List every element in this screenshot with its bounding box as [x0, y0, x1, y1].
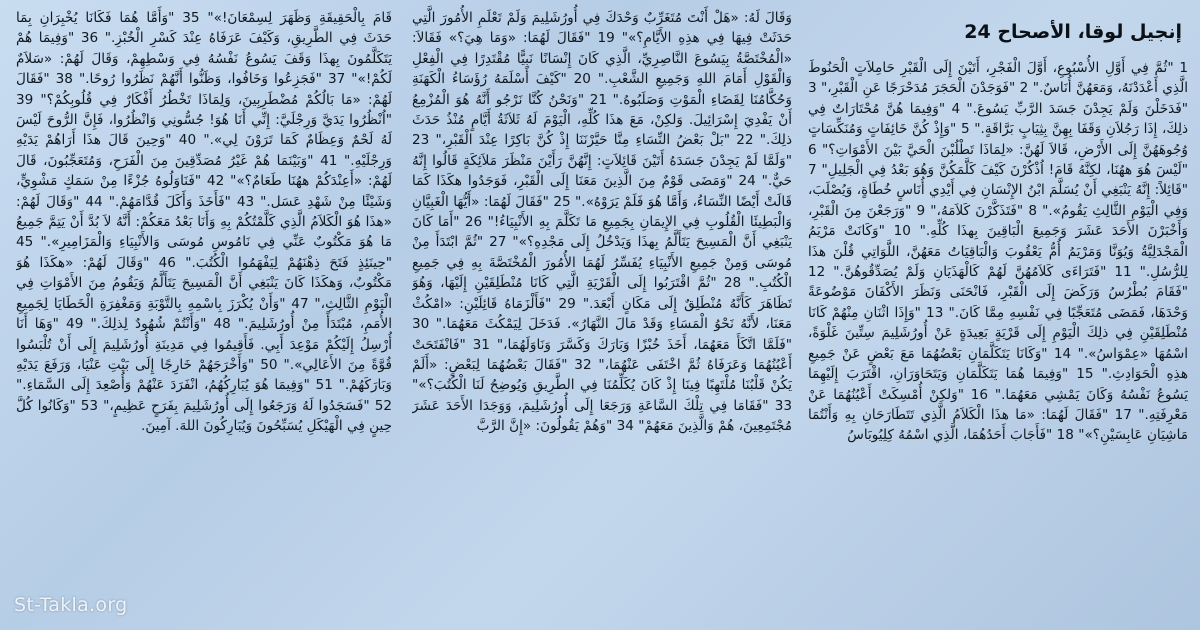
chapter-text-part-2: وَقَالَ لَهُ: «هَلْ أَنْتَ مُتَغَرِّبٌ وَحْدَكَ فِي أُورُشَلِيمَ وَلَمْ تَعْلَمِ الأُمُورَ الَّتِي حَدَثَتْ فِيهَا فِي هذِهِ الأَيَّامِ؟»" 19 "فَقَالَ لَهُمَا: «وَمَا هِيَ؟» فَقَالاَ: «الْمُخْتَصَّةُ بِيَسُوعَ النَّاصِرِيِّ، الَّذِي كَانَ إِنْسَانًا نَبِيًّا مُقْتَدِرًا فِي الْفِعْلِ وَالْقَوْلِ أَمَامَ اللهِ وَجَمِيعِ الشَّعْبِ." 20 "كَيْفَ أَسْلَمَهُ رُؤَسَاءُ الْكَهَنَةِ وَحُكَّامُنَا لِقَضَاءِ الْمَوْتِ وَصَلَبُوهُ." 21 "وَنَحْنُ كُنَّا نَرْجُو أَنَّهُ هُوَ الْمُزْمِعُ أَنْ يَفْدِيَ إِسْرَائِيلَ. وَلكِنْ، مَعَ هذَا كُلِّهِ، الْيَوْمَ لَهُ ثَلاَثَةُ أَيَّامٍ مُنْذُ حَدَثَ ذلِكَ." 22 "بَلْ بَعْضُ النِّسَاءِ مِنَّا حَيَّرْنَنَا إِذْ كُنَّ بَاكِرًا عِنْدَ الْقَبْرِ،" 23 "وَلَمَّا لَمْ يَجِدْنَ جَسَدَهُ أَتَيْنَ قَائِلاَتٍ: إِنَّهُنَّ رَأَيْنَ مَنْظَرَ مَلاَئِكَةٍ قَالُوا إِنَّهُ حَيٌّ." 24 "وَمَضَى قَوْمٌ مِنَ الَّذِينَ مَعَنَا إِلَى الْقَبْرِ، فَوَجَدُوا هكَذَا كَمَا قَالَتْ أَيْضًا النِّسَاءُ، وَأَمَّا هُوَ فَلَمْ يَرَوْهُ»." 25 "فَقَالَ لَهُمَا: «أَيُّهَا الْغَبِيَّانِ وَالْبَطِيئَا الْقُلُوبِ فِي الإِيمَانِ بِجَمِيعِ مَا تَكَلَّمَ بِهِ الأَنْبِيَاءُ!" 26 "أَمَا كَانَ يَنْبَغِي أَنَّ الْمَسِيحَ يَتَأَلَّمُ بِهذَا وَيَدْخُلُ إِلَى مَجْدِهِ؟»" 27 "ثُمَّ ابْتَدَأَ مِنْ مُوسَى وَمِنْ جَمِيعِ الأَنْبِيَاءِ يُفَسِّرُ لَهُمَا الأُمُورَ الْمُخْتَصَّةَ بِهِ فِي جَمِيعِ الْكُتُبِ." 28 "ثُمَّ اقْتَرَبُوا إِلَى الْقَرْيَةِ الَّتِي كَانَا مُنْطَلِقَيْنِ إِلَيْهَا، وَهُوَ تَظَاهَرَ كَأَنَّهُ مُنْطَلِقٌ إِلَى مَكَانٍ أَبْعَدَ." 29 "فَأَلْزَمَاهُ قَائِلَيْنِ: «امْكُثْ مَعَنَا، لأَنَّهُ نَحْوُ الْمَسَاءِ وَقَدْ مَالَ النَّهَارُ». فَدَخَلَ لِيَمْكُثَ مَعَهُمَا." 30 "فَلَمَّا اتَّكَأَ مَعَهُمَا، أَخَذَ خُبْزًا وَبَارَكَ وَكَسَّرَ وَنَاوَلَهُمَا،" 31 "فَانْفَتَحَتْ أَعْيُنُهُمَا وَعَرَفَاهُ ثُمَّ اخْتَفَى عَنْهُمَا،" 32 "فَقَالَ بَعْضُهُمَا لِبَعْضٍ: «أَلَمْ يَكُنْ قَلْبُنَا مُلْتَهِبًا فِينَا إِذْ كَانَ يُكَلِّمُنَا فِي الطَّرِيقِ وَيُوضِحُ لَنَا الْكُتُبَ؟»" 33 "فَقَامَا فِي تِلْكَ السَّاعَةِ وَرَجَعَا إِلَى أُورُشَلِيمَ، وَوَجَدَا الأَحَدَ عَشَرَ مُجْتَمِعِينَ، هُمْ وَالَّذِينَ مَعَهُمْ" 34 "وَهُمْ يَقُولُونَ: «إِنَّ الرَّبَّ	[412, 10, 792, 435]
text-column-left	[16, 4, 392, 628]
site-watermark: St-Takla.org	[14, 594, 128, 616]
chapter-text-part-1: 1 "ثُمَّ فِي أَوَّلِ الأُسْبُوعِ، أَوَّلَ الْفَجْرِ، أَتَيْنَ إِلَى الْقَبْرِ حَامِلاَتٍ الْحَنُوطَ الَّذِي أَعْدَدْنَهُ، وَمَعَهُنَّ أُنَاسٌ." 2 "فَوَجَدْنَ الْحَجَرَ مُدَحْرَجًا عَنِ الْقَبْرِ،" 3 "فَدَخَلْنَ وَلَمْ يَجِدْنَ جَسَدَ الرَّبِّ يَسُوعَ." 4 "وَفِيمَا هُنَّ مُحْتَارَاتٌ فِي ذلِكَ، إِذَا رَجُلاَنِ وَقَفَا بِهِنَّ بِثِيَابٍ بَرَّاقَةٍ." 5 "وَإِذْ كُنَّ خَائِفَاتٍ وَمُنَكِّسَاتٍ وُجُوهَهُنَّ إِلَى الأَرْضِ، قَالاَ لَهُنَّ: «لِمَاذَا تَطْلُبْنَ الْحَيَّ بَيْنَ الأَمْوَاتِ؟" 6 "لَيْسَ هُوَ ههُنَا، لكِنَّهُ قَامَ! اُذْكُرْنَ كَيْفَ كَلَّمَكُنَّ وَهُوَ بَعْدُ فِي الْجَلِيلِ" 7 "قَائِلاً: إِنَّهُ يَنْبَغِي أَنْ يُسَلَّمَ ابْنُ الإِنْسَانِ فِي أَيْدِي أُنَاسٍ خُطَاةٍ، وَيُصْلَبَ، وَفِي الْيَوْمِ الثَّالِثِ يَقُومُ»." 8 "فَتَذَكَّرْنَ كَلاَمَهُ،" 9 "وَرَجَعْنَ مِنَ الْقَبْرِ، وَأَخْبَرْنَ الأَحَدَ عَشَرَ وَجَمِيعَ الْبَاقِينَ بِهذَا كُلِّهِ." 10 "وَكَانَتْ مَرْيَمُ الْمَجْدَلِيَّةُ وَيُوَنَّا وَمَرْيَمُ أُمُّ يَعْقُوبَ وَالْبَاقِيَاتُ مَعَهُنَّ، اللَّوَاتِي قُلْنَ هذَا لِلرُّسُلِ." 11 "فَتَرَاءَى كَلاَمُهُنَّ لَهُمْ كَالْهَذَيَانِ وَلَمْ يُصَدِّقُوهُنَّ." 12 "فَقَامَ بُطْرُسُ وَرَكَضَ إِلَى الْقَبْرِ، فَانْحَنَى وَنَظَرَ الأَكْفَانَ مَوْضُوعَةً وَحْدَهَا، فَمَضَى مُتَعَجِّبًا فِي نَفْسِهِ مِمَّا كَانَ." 13 "وَإِذَا اثْنَانِ مِنْهُمْ كَانَا مُنْطَلِقَيْنِ فِي ذلِكَ الْيَوْمِ إِلَى قَرْيَةٍ بَعِيدَةٍ عَنْ أُورُشَلِيمَ سِتِّينَ غَلْوَةً، اسْمُهَا «عِمْوَاسُ»." 14 "وَكَانَا يَتَكَلَّمَانِ بَعْضُهُمَا مَعَ بَعْضٍ عَنْ جَمِيعِ هذِهِ الْحَوَادِثِ." 15 "وَفِيمَا هُمَا يَتَكَلَّمَانِ وَيَتَحَاوَرَانِ، اقْتَرَبَ إِلَيْهِمَا يَسُوعُ نَفْسُهُ وَكَانَ يَمْشِي مَعَهُمَا." 16 "وَلكِنْ أُمْسِكَتْ أَعْيُنُهُمَا عَنْ مَعْرِفَتِهِ." 17 "فَقَالَ لَهُمَا: «مَا هذَا الْكَلاَمُ الَّذِي تَتَطَارَحَانِ بِهِ وَأَنْتُمَا مَاشِيَانِ عَابِسَيْنِ؟»" 18 "فَأَجَابَ أَحَدُهُمَا، الَّذِي اسْمُهُ كِلِيُوبَاسُ	[808, 60, 1188, 444]
text-column-right	[808, 4, 1188, 624]
chapter-text-part-3: قَامَ بِالْحَقِيقَةِ وَظَهَرَ لِسِمْعَانَ!»" 35 "وَأَمَّا هُمَا فَكَانَا يُخْبِرَانِ بِمَا حَدَثَ فِي الطَّرِيقِ، وَكَيْفَ عَرَفَاهُ عِنْدَ كَسْرِ الْخُبْزِ." 36 "وَفِيمَا هُمْ يَتَكَلَّمُونَ بِهذَا وَقَفَ يَسُوعُ نَفْسُهُ فِي وَسْطِهِمْ، وَقَالَ لَهُمْ: «سَلاَمٌ لَكُمْ!»" 37 "فَجَزِعُوا وَخَافُوا، وَظَنُّوا أَنَّهُمْ نَظَرُوا رُوحًا." 38 "فَقَالَ لَهُمْ: «مَا بَالُكُمْ مُضْطَرِبِينَ، وَلِمَاذَا تَخْطُرُ أَفْكَارٌ فِي قُلُوبِكُمْ؟" 39 "اُنْظُرُوا يَدَيَّ وَرِجْلَيَّ: إِنِّي أَنَا هُوَ! جُسُّونِي وَانْظُرُوا، فَإِنَّ الرُّوحَ لَيْسَ لَهُ لَحْمٌ وَعِظَامٌ كَمَا تَرَوْنَ لِي»." 40 "وَحِينَ قَالَ هذَا أَرَاهُمْ يَدَيْهِ وَرِجْلَيْهِ." 41 "وَبَيْنَمَا هُمْ غَيْرُ مُصَدِّقِينَ مِنَ الْفَرَحِ، وَمُتَعَجِّبُونَ، قَالَ لَهُمْ: «أَعِنْدَكُمْ ههُنَا طَعَامٌ؟»" 42 "فَنَاوَلُوهُ جُزْءًا مِنْ سَمَكٍ مَشْوِيٍّ، وَشَيْئًا مِنْ شَهْدِ عَسَل." 43 "فَأَخَذَ وَأَكَلَ قُدَّامَهُمْ." 44 "وَقَالَ لَهُمْ: «هذَا هُوَ الْكَلاَمُ الَّذِي كَلَّمْتُكُمْ بِهِ وَأَنَا بَعْدُ مَعَكُمْ: أَنَّهُ لاَ بُدَّ أَنْ يَتِمَّ جَمِيعُ مَا هُوَ مَكْتُوبٌ عَنِّي فِي نَامُوسِ مُوسَى وَالأَنْبِيَاءِ وَالْمَزَامِيرِ»." 45 "حِينَئِذٍ فَتَحَ ذِهْنَهُمْ لِيَفْهَمُوا الْكُتُبَ." 46 "وَقَالَ لَهُمْ: «هكَذَا هُوَ مَكْتُوبٌ، وَهكَذَا كَانَ يَنْبَغِي أَنَّ الْمَسِيحَ يَتَأَلَّمُ وَيَقُومُ مِنَ الأَمْوَاتِ فِي الْيَوْمِ الثَّالِثِ،" 47 "وَأَنْ يُكْرَزَ بِاسْمِهِ بِالتَّوْبَةِ وَمَغْفِرَةِ الْخَطَايَا لِجَمِيعِ الأُمَمِ، مُبْتَدَأً مِنْ أُورُشَلِيمَ." 48 "وَأَنْتُمْ شُهُودٌ لِذلِكَ." 49 "وَهَا أَنَا أُرْسِلُ إِلَيْكُمْ مَوْعِدَ أَبِي. فَأَقِيمُوا فِي مَدِينَةِ أُورُشَلِيمَ إِلَى أَنْ تُلْبَسُوا قُوَّةً مِنَ الأَعَالِي»." 50 "وَأَخْرَجَهُمْ خَارِجًا إِلَى بَيْتِ عَنْيَا، وَرَفَعَ يَدَيْهِ وَبَارَكَهُمْ." 51 "وَفِيمَا هُوَ يُبَارِكُهُمُ، انْفَرَدَ عَنْهُمْ وَأُصْعِدَ إِلَى السَّمَاءِ." 52 "فَسَجَدُوا لَهُ وَرَجَعُوا إِلَى أُورُشَلِيمَ بِفَرَحٍ عَظِيمٍ،" 53 "وَكَانُوا كُلَّ حِينٍ فِي الْهَيْكَلِ يُسَبِّحُونَ وَيُبَارِكُونَ اللهَ. آمِينَ.	[16, 10, 392, 435]
chapter-title: إنجيل لوقا، الأصحاح 24	[964, 21, 1182, 43]
scripture-page	[8, 4, 1192, 626]
text-column-middle	[412, 4, 792, 628]
